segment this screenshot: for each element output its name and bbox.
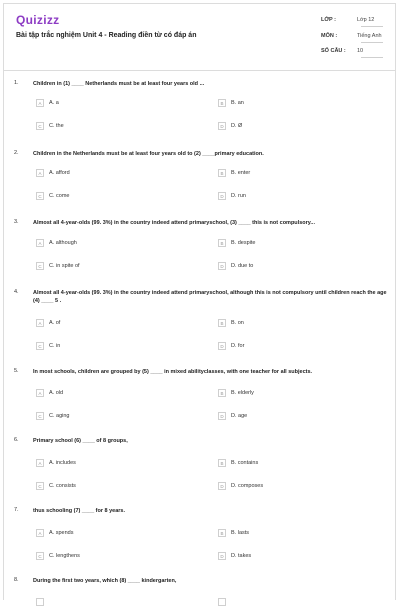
- option-text: C. consists: [49, 483, 76, 489]
- option-letter-box: D: [218, 342, 226, 350]
- option-letter-box: C: [36, 122, 44, 130]
- option-text: D. run: [231, 193, 246, 199]
- option-letter-box: C: [36, 342, 44, 350]
- meta-subject: [313, 29, 385, 43]
- option-letter-box: B: [218, 319, 226, 327]
- option-letter-box: A: [36, 459, 44, 467]
- question-number: 1.: [14, 80, 19, 86]
- option-letter-box: A: [36, 239, 44, 247]
- option-text: B. despite: [231, 240, 256, 246]
- option-text: B. an: [231, 100, 244, 106]
- option-text: C. in: [49, 343, 61, 349]
- option-letter-box: C: [36, 412, 44, 420]
- option-letter-box: [36, 598, 44, 606]
- question-text: thus schooling (7) ____ for 8 years.: [33, 508, 126, 514]
- option-letter-box: B: [218, 239, 226, 247]
- meta-class: [313, 13, 385, 27]
- meta-count-value: 10: [357, 48, 364, 54]
- question-text: Almost all 4-year-olds (99. 3%) in the country indeed attend primaryschool, although this is not compulsory until children reach the age (4) ____ 5 .: [33, 290, 387, 304]
- option-text: B. contains: [231, 460, 259, 466]
- meta-class-value: Lớp 12: [357, 17, 375, 23]
- option-letter-box: D: [218, 482, 226, 490]
- header-divider: [3, 70, 396, 71]
- option-text: A. of: [49, 320, 61, 326]
- option-text: D. due to: [231, 263, 254, 269]
- option-letter-box: A: [36, 99, 44, 107]
- question-text: During the first two years, which (8) ____ kindergarten,: [33, 578, 177, 584]
- option-letter-box: D: [218, 192, 226, 200]
- option-text: B. on: [231, 320, 244, 326]
- question-number: 2.: [14, 150, 19, 156]
- option-text: D. for: [231, 343, 245, 349]
- meta-subject-label: MÔN :: [321, 33, 338, 39]
- option-letter-box: B: [218, 99, 226, 107]
- question-number: 4.: [14, 289, 19, 295]
- option-text: B. enter: [231, 170, 251, 176]
- option-letter-box: A: [36, 389, 44, 397]
- question-number: 3.: [14, 219, 19, 225]
- option-text: A. includes: [49, 460, 76, 466]
- question-number: 7.: [14, 507, 19, 513]
- option-letter-box: B: [218, 459, 226, 467]
- option-text: A. a: [49, 100, 59, 106]
- meta-divider: [361, 57, 383, 58]
- option-letter-box: C: [36, 192, 44, 200]
- meta-count-label: SỐ CÂU :: [321, 48, 346, 54]
- option-letter-box: A: [36, 169, 44, 177]
- question-number: 6.: [14, 437, 19, 443]
- option-letter-box: B: [218, 169, 226, 177]
- question-number: 8.: [14, 577, 19, 583]
- option-text: C. lengthens: [49, 553, 80, 559]
- option-text: A. although: [49, 240, 77, 246]
- option-letter-box: C: [36, 552, 44, 560]
- option-text: D. takes: [231, 553, 252, 559]
- meta-count: [313, 44, 385, 58]
- option-text: C. the: [49, 123, 64, 129]
- question-text: In most schools, children are grouped by (5) ____ in mixed abilityclasses, with one teacher for all subjects.: [33, 369, 313, 375]
- option-text: A. afford: [49, 170, 70, 176]
- meta-class-label: LỚP :: [321, 17, 336, 23]
- option-letter-box: [218, 598, 226, 606]
- option-text: A. spends: [49, 530, 74, 536]
- option-text: D. composes: [231, 483, 264, 489]
- worksheet-title: Bài tập trắc nghiệm Unit 4 - Reading điền từ có đáp án: [16, 32, 197, 39]
- option-text: B. lasts: [231, 530, 250, 536]
- quizizz-logo: Quizizz: [16, 13, 60, 27]
- option-letter-box: D: [218, 552, 226, 560]
- option-letter-box: A: [36, 529, 44, 537]
- option-letter-box: B: [218, 389, 226, 397]
- option-text: B. elderly: [231, 390, 254, 396]
- worksheet-header: [0, 0, 400, 72]
- option-text: D. age: [231, 413, 248, 419]
- option-letter-box: C: [36, 482, 44, 490]
- option-letter-box: C: [36, 262, 44, 270]
- option-text: D. Ø: [231, 123, 243, 129]
- meta-divider: [361, 42, 383, 43]
- question-text: Primary school (6) ____ of 8 groups,: [33, 438, 128, 444]
- question-text: Children in the Netherlands must be at least four years old to (2) ____primary education.: [33, 151, 264, 157]
- option-text: C. come: [49, 193, 70, 199]
- option-letter-box: B: [218, 529, 226, 537]
- meta-divider: [361, 26, 383, 27]
- question-text: Almost all 4-year-olds (99. 3%) in the country indeed attend primaryschool, (3) ____ this is not compulsory...: [33, 220, 315, 226]
- question-text: Children in (1) ____ Netherlands must be at least four years old ...: [33, 81, 205, 87]
- question-number: 5.: [14, 368, 19, 374]
- option-letter-box: D: [218, 412, 226, 420]
- option-letter-box: D: [218, 262, 226, 270]
- option-text: C. aging: [49, 413, 70, 419]
- option-text: C. in spite of: [49, 263, 80, 269]
- meta-subject-value: Tiếng Anh: [357, 33, 382, 39]
- option-letter-box: D: [218, 122, 226, 130]
- option-letter-box: A: [36, 319, 44, 327]
- option-text: A. old: [49, 390, 64, 396]
